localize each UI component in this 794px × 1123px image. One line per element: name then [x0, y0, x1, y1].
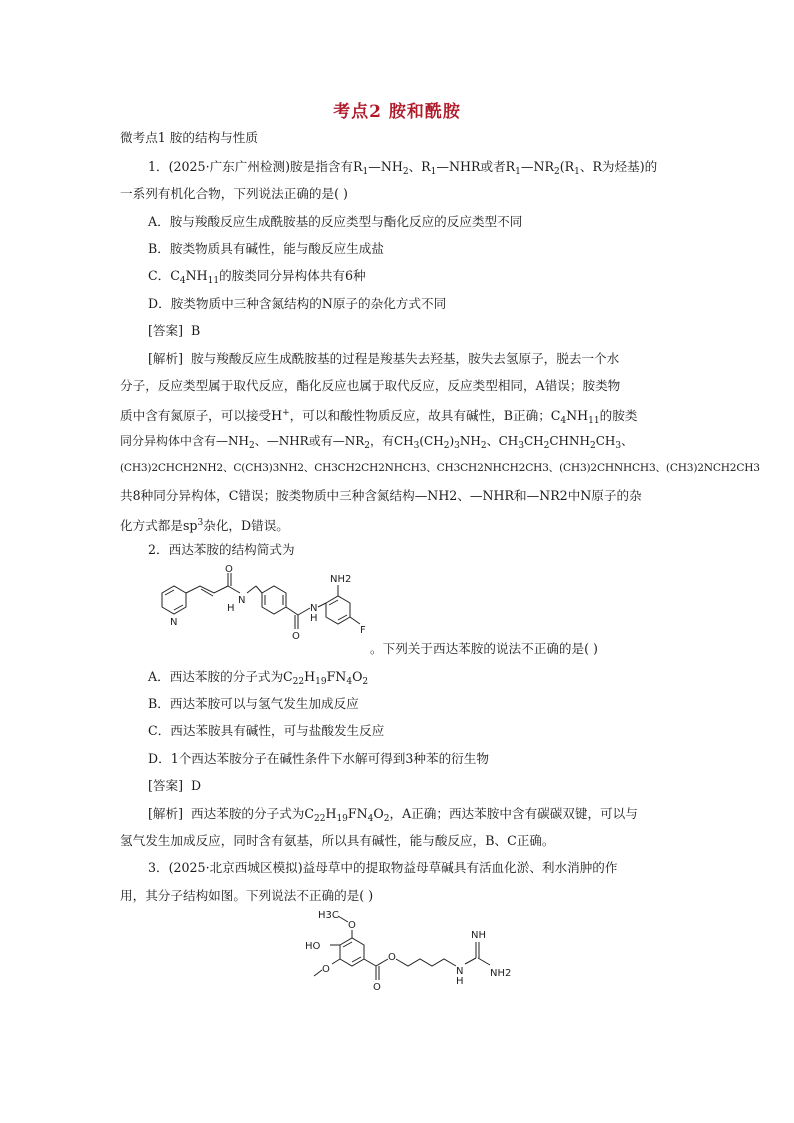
mol-o-top-label: O	[348, 920, 356, 931]
mol-nh-label: NH	[471, 930, 486, 941]
q2-answer: [答案] D	[148, 778, 202, 793]
q1-analysis-line1: [解析] 胺与羧酸反应生成酰胺基的过程是羧基失去羟基，胺失去氢原子，脱去一个水	[148, 351, 620, 366]
q3-stem-line2: 用，其分子结构如图。下列说法不正确的是( )	[120, 888, 374, 903]
mol-o-label: O	[225, 565, 233, 575]
mol-h-amide2-label: H	[310, 613, 318, 624]
q1-option-d: D．胺类物质中三种含氮结构的N原子的杂化方式不同	[148, 296, 447, 311]
mol-f-label: F	[360, 625, 366, 636]
q2-option-a: A．西达苯胺的分子式为$C_{22}H_{19}FN_4O_2$	[148, 669, 369, 687]
q1-option-c: C．$C_4NH_{11}$的胺类同分异构体共有6种	[148, 268, 366, 286]
mol-o-carbonyl-label: O	[373, 982, 381, 993]
mol-h-amide-label: H	[227, 603, 235, 614]
q1-stem-line2: 一系列有机化合物，下列说法正确的是( )	[120, 186, 348, 201]
q3-stem-line1: 3．(2025·北京西城区模拟)益母草中的提取物益母草碱具有活血化淤、利水消肿的作	[148, 860, 618, 875]
mol-ho-label: HO	[305, 941, 321, 952]
q2-analysis-line1: [解析] 西达苯胺的分子式为$C_{22}H_{19}FN_4O_2$，A正确；西达苯胺中含有碳碳双键，可以与	[148, 806, 638, 824]
mol-o-low-label: O	[322, 964, 330, 975]
chidamide-structure-diagram	[150, 565, 380, 660]
q2-option-d: D．1个西达苯胺分子在碱性条件下水解可得到3种苯的衍生物	[148, 751, 489, 766]
q1-analysis-line7: 化方式都是$sp^3$杂化，D错误。	[120, 518, 289, 533]
q2-stem: 2．西达苯胺的结构简式为	[148, 542, 295, 557]
q2-analysis-line2: 氢气发生加成反应，同时含有氨基，所以具有碱性，能与酸反应，B、C正确。	[120, 833, 555, 848]
q1-analysis-line4: 同分异构体中含有$—NH_2$、—NHR或有$—NR_2$，有$CH_3(CH_2)_3NH_2$、$CH_3CH_2CHNH_2CH_3$、	[120, 434, 634, 451]
mol-n-label: N	[456, 966, 464, 977]
q1-analysis-line5: (CH3)2CHCH2NH2、C(CH3)3NH2、CH3CH2CH2NHCH3、CH3CH2NHCH2CH3、(CH3)2CHNHCH3、(CH3)2NCH2CH3	[120, 462, 760, 474]
q2-option-c: C．西达苯胺具有碱性，可与盐酸发生反应	[148, 723, 385, 738]
mol-n-amide2-label: N	[310, 603, 318, 614]
q1-stem-line1: 1．(2025·广东广州检测)胺是指含有$R_1—NH_2$、$R_1—NHR$或者$R_1—NR_2(R_1$、R为烃基)的	[148, 159, 658, 177]
q1-option-b: B．胺类物质具有碱性，能与酸反应生成盐	[148, 241, 384, 256]
q1-analysis-line2: 分子，反应类型属于取代反应，酯化反应也属于取代反应，反应类型相同，A错误；胺类物	[120, 378, 621, 393]
q1-option-a: A．胺与羧酸反应生成酰胺基的反应类型与酯化反应的反应类型不同	[148, 214, 523, 229]
mol-o2-label: O	[292, 631, 300, 642]
q1-analysis-line3: 质中含有氮原子，可以接受H+，可以和酸性物质反应，故具有碱性，B正确；$C_4NH_{11}$的胺类	[120, 408, 638, 426]
mol-nh2-label: NH2	[330, 574, 352, 585]
mol-h-n-label: H	[456, 976, 464, 987]
mol-n-ring-label: N	[170, 617, 178, 628]
mol-nh2-label-q3: NH2	[490, 968, 512, 979]
mol-o-ester-label: O	[388, 952, 396, 963]
q1-analysis-line6: 共8种同分异构体，C错误；胺类物质中三种含氮结构—NH2、—NHR和—NR2中N原子的杂	[120, 488, 642, 503]
leonurine-structure-diagram	[300, 908, 530, 1003]
q2-option-b: B．西达苯胺可以与氢气发生加成反应	[148, 696, 359, 711]
q1-answer: [答案] B	[148, 323, 201, 338]
sub-topic-heading: 微考点1 胺的结构与性质	[120, 130, 258, 145]
q2-stem-tail: 。下列关于西达苯胺的说法不正确的是( )	[370, 641, 598, 656]
mol-h3c-label: H3C	[318, 910, 339, 921]
section-title: 考点2 胺和酰胺	[333, 102, 461, 122]
mol-n-amide-label: N	[238, 595, 246, 606]
